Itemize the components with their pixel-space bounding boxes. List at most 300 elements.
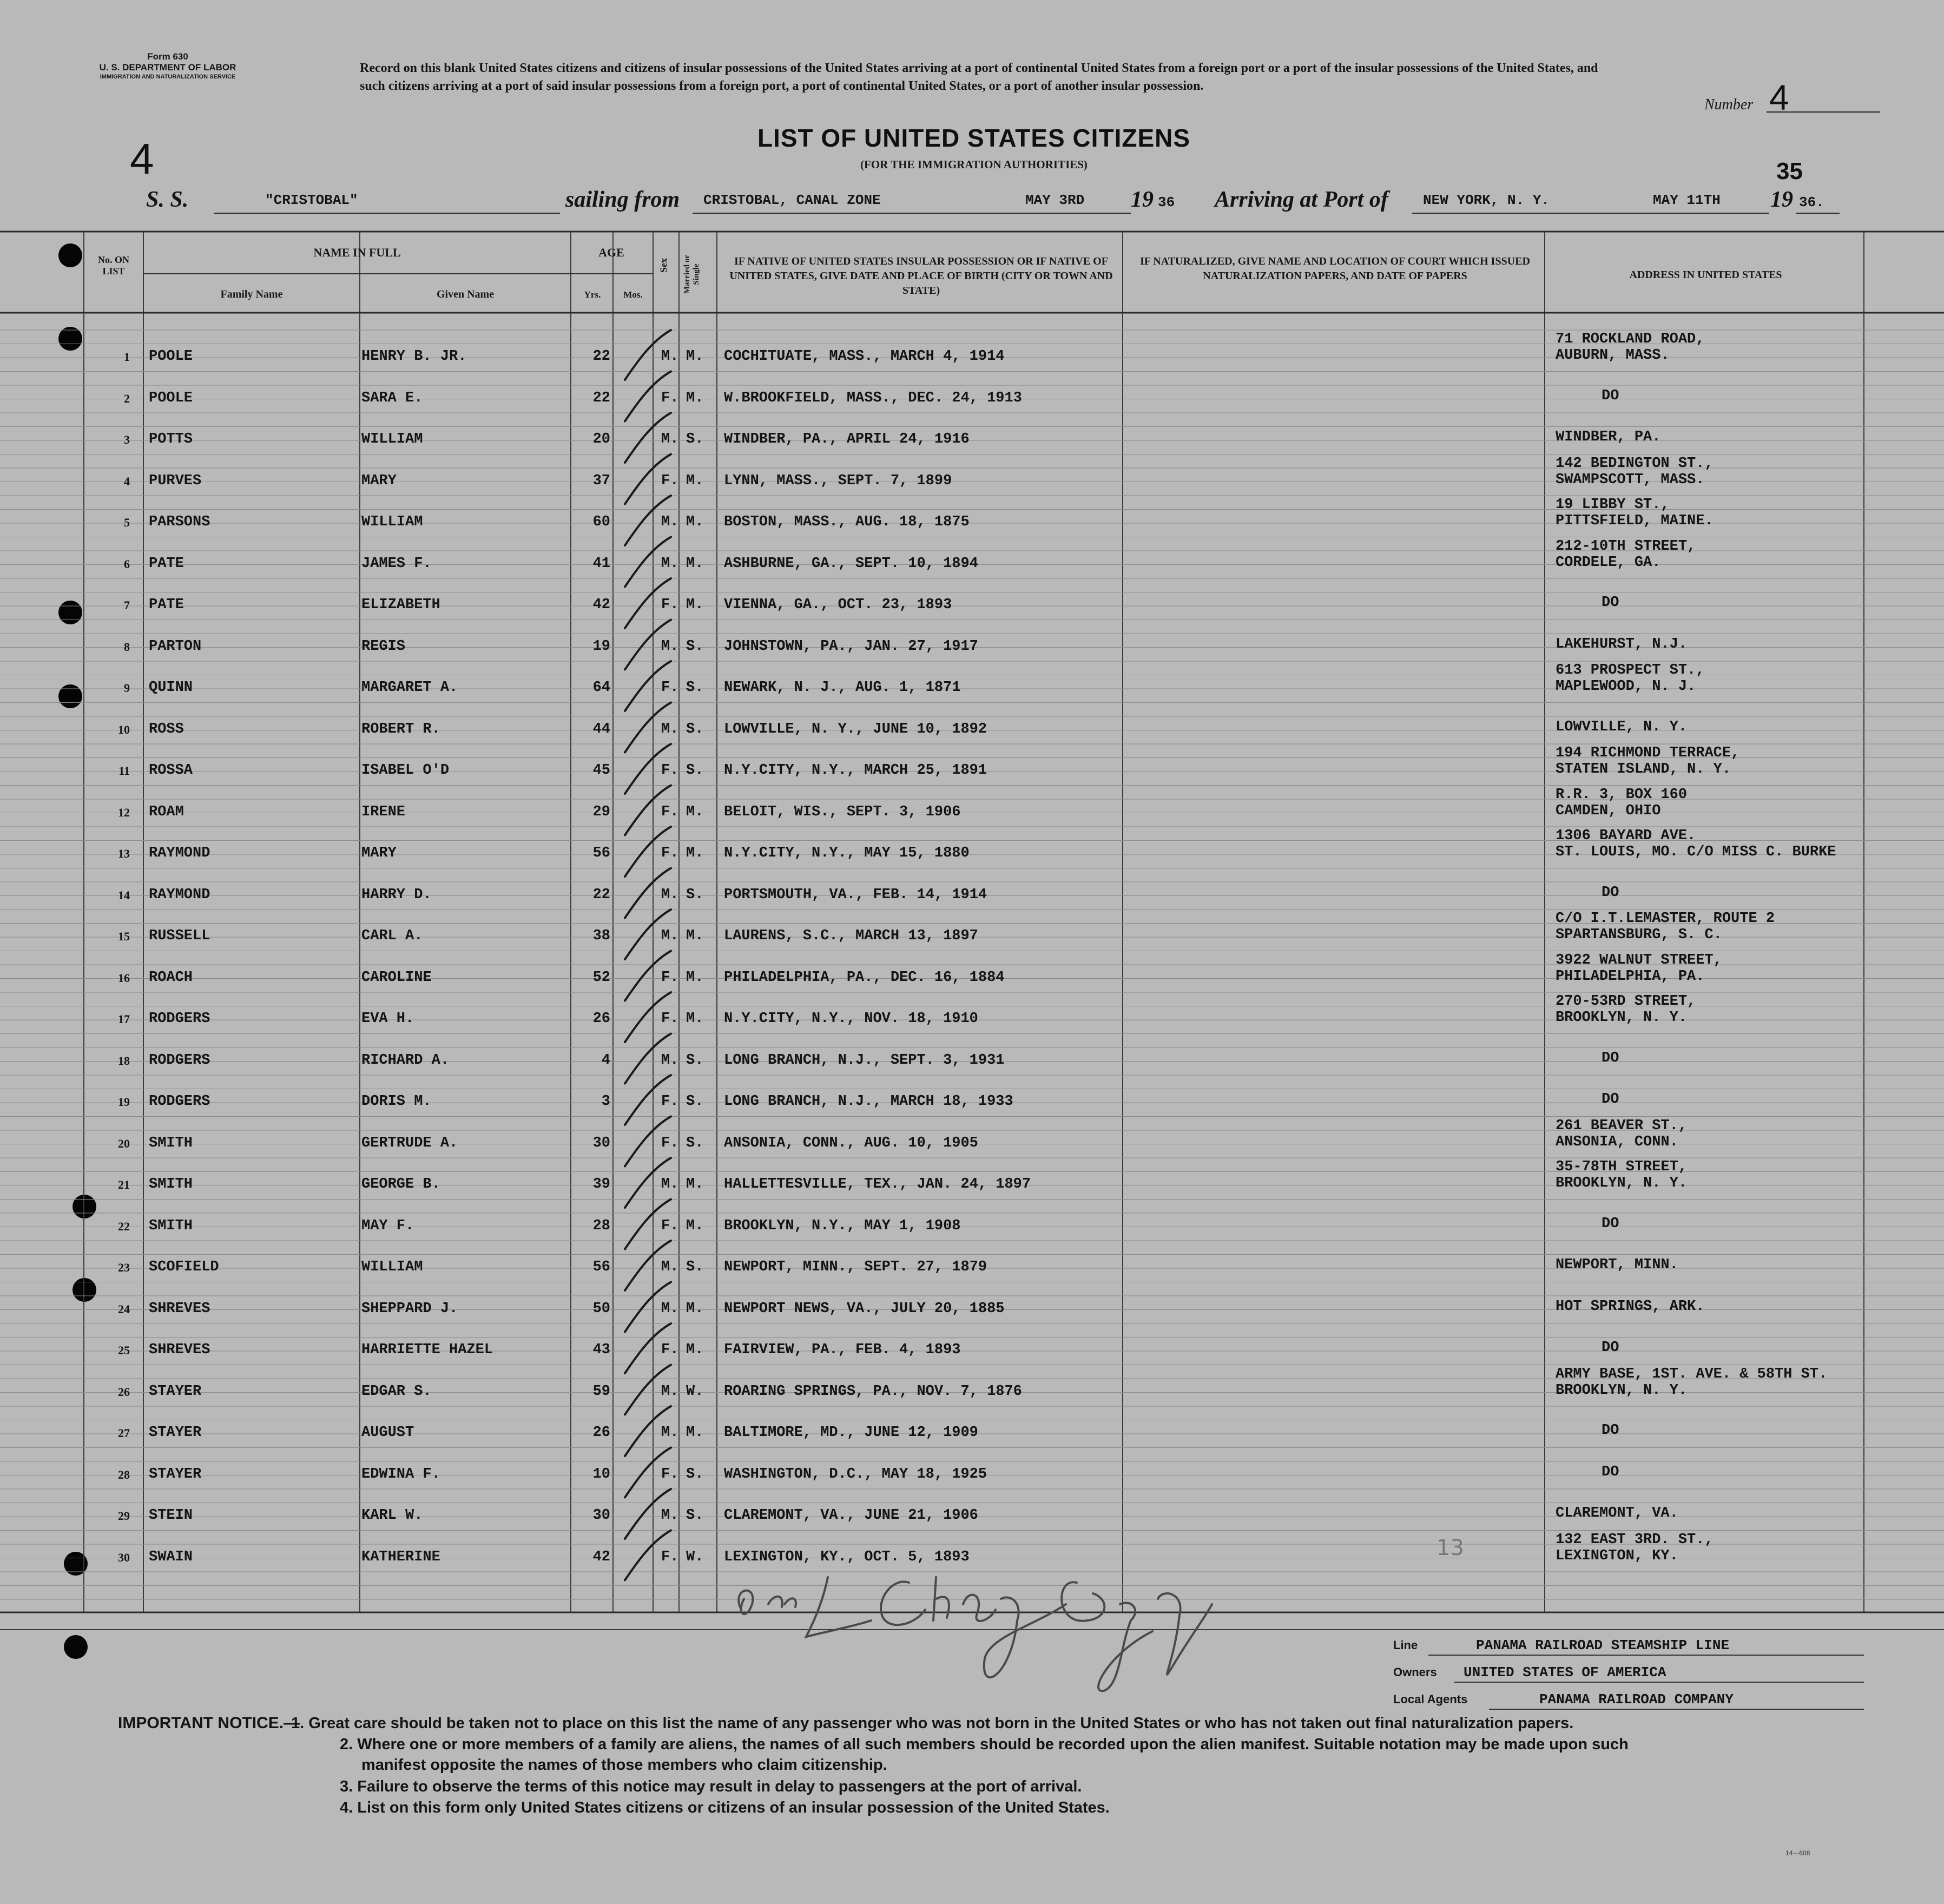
marital-status: M. xyxy=(686,1342,704,1358)
sailing-label: sailing from xyxy=(565,187,680,212)
row-number: 30 xyxy=(118,1550,130,1564)
address-ditto: DO xyxy=(1602,387,1619,404)
age-years: 42 xyxy=(592,1549,610,1565)
address-line: 71 ROCKLAND ROAD, xyxy=(1556,331,1705,347)
age-years: 28 xyxy=(592,1217,610,1234)
family-name: ROSS xyxy=(149,721,184,737)
given-name: HENRY B. JR. xyxy=(361,348,467,365)
place-date-of-birth: BELOIT, WIS., SEPT. 3, 1906 xyxy=(724,803,961,820)
sex: F. xyxy=(661,597,679,613)
service-name: IMMIGRATION AND NATURALIZATION SERVICE xyxy=(100,74,236,80)
age-years: 39 xyxy=(592,1176,610,1193)
notice-item-3: 3. Failure to observe the terms of this notice may result in delay to passengers at the port of arrival. xyxy=(340,1778,1082,1795)
row-number: 16 xyxy=(118,971,130,985)
marital-status: M. xyxy=(686,1425,704,1441)
age-years: 64 xyxy=(592,680,610,696)
family-name: SMITH xyxy=(149,1176,193,1193)
marital-status: S. xyxy=(686,1052,704,1069)
sex: F. xyxy=(661,1011,679,1027)
line-underline xyxy=(1428,1655,1864,1656)
family-name: POTTS xyxy=(149,431,193,447)
place-date-of-birth: HALLETTESVILLE, TEX., JAN. 24, 1897 xyxy=(724,1176,1031,1193)
row-number: 4 xyxy=(124,474,130,488)
address-line: 212-10TH STREET, xyxy=(1556,538,1696,555)
row-number: 1 xyxy=(124,350,130,364)
year-annotation: 35 xyxy=(1776,158,1803,185)
age-years: 38 xyxy=(592,928,610,944)
row-number: 19 xyxy=(118,1095,130,1109)
address-line: WINDBER, PA. xyxy=(1556,429,1661,445)
address-line: STATEN ISLAND, N. Y. xyxy=(1556,761,1731,778)
sex: F. xyxy=(661,1135,679,1151)
departure-port: CRISTOBAL, CANAL ZONE xyxy=(703,192,881,208)
header-given-name: Given Name xyxy=(436,288,495,300)
row-number: 17 xyxy=(118,1012,130,1026)
address-line: 132 EAST 3RD. ST., xyxy=(1556,1531,1714,1548)
given-name: CAROLINE xyxy=(361,969,432,986)
sex: M. xyxy=(661,514,679,530)
sex: F. xyxy=(661,472,679,489)
address-ditto: DO xyxy=(1602,1215,1619,1232)
header-months: Mos. xyxy=(623,289,643,300)
row-number: 25 xyxy=(118,1343,130,1357)
place-date-of-birth: VIENNA, GA., OCT. 23, 1893 xyxy=(724,597,952,613)
place-date-of-birth: BOSTON, MASS., AUG. 18, 1875 xyxy=(724,514,970,530)
family-name: SHREVES xyxy=(149,1300,210,1317)
header-name-in-full: NAME IN FULL xyxy=(313,246,401,259)
place-date-of-birth: N.Y.CITY, N.Y., MARCH 25, 1891 xyxy=(724,762,987,779)
header-naturalization: IF NATURALIZED, GIVE NAME AND LOCATION OF COURT WHICH ISSUED NATURALIZATION PAPERS, AND DATE OF PAPERS xyxy=(1140,255,1530,282)
sex: M. xyxy=(661,928,679,944)
address-line: SPARTANSBURG, S. C. xyxy=(1556,927,1722,943)
family-name: POOLE xyxy=(149,348,193,365)
given-name: GEORGE B. xyxy=(361,1176,440,1193)
place-date-of-birth: LYNN, MASS., SEPT. 7, 1899 xyxy=(724,472,952,489)
family-name: SWAIN xyxy=(149,1549,193,1565)
age-years: 30 xyxy=(592,1135,610,1151)
header-no-on-list: No. ON LIST xyxy=(98,254,129,276)
line-label: Line xyxy=(1393,1638,1418,1652)
row-number: 9 xyxy=(124,681,130,695)
address-ditto: DO xyxy=(1602,1340,1619,1356)
inspector-signature xyxy=(730,1566,1217,1707)
page-title: LIST OF UNITED STATES CITIZENS xyxy=(757,124,1191,152)
place-date-of-birth: COCHITUATE, MASS., MARCH 4, 1914 xyxy=(724,348,1005,365)
sex: M. xyxy=(661,1176,679,1193)
notice-item-2: 2. Where one or more members of a family are aliens, the names of all such members should be recorded upon the alien manifest. Suitable notation may be made upon such xyxy=(340,1736,1629,1753)
number-label: Number xyxy=(1704,96,1754,113)
row-number: 8 xyxy=(124,640,130,654)
age-years: 22 xyxy=(592,886,610,903)
family-name: PATE xyxy=(149,597,184,613)
address-line: C/O I.T.LEMASTER, ROUTE 2 xyxy=(1556,911,1775,927)
sex: F. xyxy=(661,762,679,779)
marital-status: M. xyxy=(686,1011,704,1027)
age-years: 19 xyxy=(592,638,610,655)
owners-value: UNITED STATES OF AMERICA xyxy=(1464,1664,1666,1681)
age-years: 26 xyxy=(592,1011,610,1027)
row-number: 11 xyxy=(118,764,130,778)
address-line: 35-78TH STREET, xyxy=(1556,1159,1688,1175)
place-date-of-birth: WINDBER, PA., APRIL 24, 1916 xyxy=(724,431,970,447)
marital-status: S. xyxy=(686,1135,704,1151)
row-number: 23 xyxy=(118,1261,130,1274)
age-years: 60 xyxy=(592,514,610,530)
given-name: JAMES F. xyxy=(361,555,432,572)
form-number: Form 630 xyxy=(147,51,188,62)
family-name: SCOFIELD xyxy=(149,1259,219,1275)
age-years: 59 xyxy=(592,1383,610,1400)
pencil-count: 13 xyxy=(1436,1536,1464,1560)
sex: M. xyxy=(661,1425,679,1441)
marital-status: M. xyxy=(686,348,704,365)
place-date-of-birth: BALTIMORE, MD., JUNE 12, 1909 xyxy=(724,1425,978,1441)
given-name: GERTRUDE A. xyxy=(361,1135,458,1151)
place-date-of-birth: LEXINGTON, KY., OCT. 5, 1893 xyxy=(724,1549,970,1565)
family-name: STEIN xyxy=(149,1507,193,1524)
place-date-of-birth: N.Y.CITY, N.Y., MAY 15, 1880 xyxy=(724,845,970,861)
address-ditto: DO xyxy=(1602,1050,1619,1066)
notice-title: IMPORTANT NOTICE.— xyxy=(118,1714,300,1732)
address-line: NEWPORT, MINN. xyxy=(1556,1257,1678,1273)
page-subtitle: (FOR THE IMMIGRATION AUTHORITIES) xyxy=(860,158,1088,171)
family-name: PARTON xyxy=(149,638,202,655)
age-years: 3 xyxy=(601,1093,610,1110)
age-years: 37 xyxy=(592,472,610,489)
family-name: RAYMOND xyxy=(149,886,210,903)
address-ditto: DO xyxy=(1602,1422,1619,1439)
handwritten-page-mark: 4 xyxy=(130,135,154,183)
age-years: 45 xyxy=(592,762,610,779)
family-name: STAYER xyxy=(149,1466,202,1483)
address-line: ARMY BASE, 1ST. AVE. & 58TH ST. xyxy=(1556,1366,1828,1382)
address-line: CORDELE, GA. xyxy=(1556,554,1661,571)
place-date-of-birth: NEWPORT NEWS, VA., JULY 20, 1885 xyxy=(724,1300,1005,1317)
address-ditto: DO xyxy=(1602,884,1619,901)
address-line: CAMDEN, OHIO xyxy=(1556,802,1661,819)
marital-status: S. xyxy=(686,721,704,737)
address-line: MAPLEWOOD, N. J. xyxy=(1556,678,1696,695)
given-name: ISABEL O'D xyxy=(361,762,450,779)
place-date-of-birth: NEWPORT, MINN., SEPT. 27, 1879 xyxy=(724,1259,987,1275)
age-years: 20 xyxy=(592,431,610,447)
row-number: 5 xyxy=(124,516,130,529)
given-name: SHEPPARD J. xyxy=(361,1300,458,1317)
address-line: CLAREMONT, VA. xyxy=(1556,1505,1678,1521)
row-number: 10 xyxy=(118,722,130,736)
age-years: 44 xyxy=(592,721,610,737)
given-name: REGIS xyxy=(361,638,406,655)
sex: M. xyxy=(661,431,679,447)
age-years: 50 xyxy=(592,1300,610,1317)
marital-status: S. xyxy=(686,762,704,779)
sex: F. xyxy=(661,845,679,861)
marital-status: M. xyxy=(686,555,704,572)
steamship-line: PANAMA RAILROAD STEAMSHIP LINE xyxy=(1476,1637,1730,1653)
family-name: SMITH xyxy=(149,1135,193,1151)
family-name: SHREVES xyxy=(149,1342,210,1358)
given-name: IRENE xyxy=(361,803,406,820)
given-name: SARA E. xyxy=(361,390,423,406)
given-name: EDGAR S. xyxy=(361,1383,432,1400)
marital-status: S. xyxy=(686,1093,704,1110)
family-name: PURVES xyxy=(149,472,202,489)
marital-status: M. xyxy=(686,1176,704,1193)
address-line: 1306 BAYARD AVE. xyxy=(1556,828,1696,844)
owners-label: Owners xyxy=(1393,1665,1437,1679)
place-date-of-birth: W.BROOKFIELD, MASS., DEC. 24, 1913 xyxy=(724,390,1022,406)
age-years: 29 xyxy=(592,803,610,820)
given-name: MARGARET A. xyxy=(361,680,458,696)
sex: M. xyxy=(661,348,679,365)
sex: F. xyxy=(661,1342,679,1358)
place-date-of-birth: PHILADELPHIA, PA., DEC. 16, 1884 xyxy=(724,969,1005,986)
notice-item-2-continued: manifest opposite the names of those members who claim citizenship. xyxy=(361,1756,887,1774)
age-years: 43 xyxy=(592,1342,610,1358)
header-place-of-birth: IF NATIVE OF UNITED STATES INSULAR POSSESSION OR IF NATIVE OF UNITED STATES, GIVE DATE AND PLACE OF BIRTH (CITY OR TOWN AND STATE) xyxy=(729,255,1113,297)
age-years: 22 xyxy=(592,348,610,365)
marital-status: M. xyxy=(686,514,704,530)
address-line: R.R. 3, BOX 160 xyxy=(1556,786,1688,803)
sex: M. xyxy=(661,886,679,903)
address-ditto: DO xyxy=(1602,595,1619,611)
marital-status: W. xyxy=(686,1383,704,1400)
given-name: MAY F. xyxy=(361,1217,414,1234)
address-line: BROOKLYN, N. Y. xyxy=(1556,1010,1688,1026)
place-date-of-birth: WASHINGTON, D.C., MAY 18, 1925 xyxy=(724,1466,987,1483)
address-line: SWAMPSCOTT, MASS. xyxy=(1556,471,1705,488)
row-number: 13 xyxy=(118,847,130,860)
address-line: HOT SPRINGS, ARK. xyxy=(1556,1298,1705,1315)
address-line: LAKEHURST, N.J. xyxy=(1556,636,1688,653)
notice-item-4: 4. List on this form only United States citizens or citizens of an insular possession of the United States. xyxy=(340,1799,1110,1816)
marital-status: M. xyxy=(686,1217,704,1234)
given-name: AUGUST xyxy=(361,1425,414,1441)
agents-label: Local Agents xyxy=(1393,1692,1468,1706)
family-name: STAYER xyxy=(149,1425,202,1441)
row-number: 21 xyxy=(118,1178,130,1191)
address-line: 270-53RD STREET, xyxy=(1556,993,1696,1010)
arrival-date: MAY 11TH xyxy=(1653,192,1721,208)
family-name: POOLE xyxy=(149,390,193,406)
header-years: Yrs. xyxy=(584,289,601,300)
row-number: 12 xyxy=(118,805,130,819)
family-name: ROACH xyxy=(149,969,193,986)
family-name: PARSONS xyxy=(149,514,210,530)
row-number: 14 xyxy=(118,888,130,902)
age-years: 41 xyxy=(592,555,610,572)
given-name: MARY xyxy=(361,845,397,861)
address-line: 194 RICHMOND TERRACE, xyxy=(1556,745,1740,761)
sex: F. xyxy=(661,1217,679,1234)
arrival-port: NEW YORK, N. Y. xyxy=(1423,192,1550,208)
marital-status: M. xyxy=(686,928,704,944)
given-name: HARRY D. xyxy=(361,886,432,903)
marital-status: S. xyxy=(686,638,704,655)
address-line: BROOKLYN, N. Y. xyxy=(1556,1175,1688,1191)
department-name: U. S. DEPARTMENT OF LABOR xyxy=(99,62,236,73)
address-line: 261 BEAVER ST., xyxy=(1556,1117,1688,1134)
place-date-of-birth: PORTSMOUTH, VA., FEB. 14, 1914 xyxy=(724,886,987,903)
age-years: 56 xyxy=(592,845,610,861)
given-name: DORIS M. xyxy=(361,1093,432,1110)
family-name: ROAM xyxy=(149,803,184,820)
family-name: PATE xyxy=(149,555,184,572)
sex: M. xyxy=(661,721,679,737)
sex: M. xyxy=(661,638,679,655)
row-number: 15 xyxy=(118,930,130,943)
sex: F. xyxy=(661,803,679,820)
given-name: EDWINA F. xyxy=(361,1466,440,1483)
given-name: ROBERT R. xyxy=(361,721,440,737)
row-number: 29 xyxy=(118,1509,130,1523)
marital-status: M. xyxy=(686,845,704,861)
place-date-of-birth: JOHNSTOWN, PA., JAN. 27, 1917 xyxy=(724,638,978,655)
family-name: ROSSA xyxy=(149,762,193,779)
marital-status: M. xyxy=(686,969,704,986)
marital-status: S. xyxy=(686,431,704,447)
given-name: HARRIETTE HAZEL xyxy=(361,1342,493,1358)
sex: M. xyxy=(661,1300,679,1317)
family-name: RODGERS xyxy=(149,1011,210,1027)
sex: F. xyxy=(661,680,679,696)
row-number: 27 xyxy=(118,1426,130,1440)
given-name: CARL A. xyxy=(361,928,423,944)
marital-status: W. xyxy=(686,1549,704,1565)
place-date-of-birth: ROARING SPRINGS, PA., NOV. 7, 1876 xyxy=(724,1383,1022,1400)
row-number: 7 xyxy=(124,598,130,612)
given-name: ELIZABETH xyxy=(361,597,440,613)
age-years: 56 xyxy=(592,1259,610,1275)
header-address: ADDRESS IN UNITED STATES xyxy=(1629,269,1782,281)
row-number: 18 xyxy=(118,1053,130,1068)
place-date-of-birth: LOWVILLE, N. Y., JUNE 10, 1892 xyxy=(724,721,987,737)
given-name: WILLIAM xyxy=(361,431,423,447)
family-name: RUSSELL xyxy=(149,928,210,944)
arrival-year: 36. xyxy=(1799,194,1824,210)
marital-status: M. xyxy=(686,472,704,489)
sex: F. xyxy=(661,1466,679,1483)
sex: M. xyxy=(661,1383,679,1400)
form-instruction: Record on this blank United States citizens and citizens of insular possessions of the United States arriving at a port of continental United States from a foreign port or a port of the insular possessions of the United States, and such citizens arriving at a port of said insular possessions from a foreign port, a port of continental United States, or a port of another insular possession. xyxy=(360,61,1598,93)
address-line: ANSONIA, CONN. xyxy=(1556,1134,1678,1150)
address-ditto: DO xyxy=(1602,1464,1619,1480)
place-date-of-birth: BROOKLYN, N.Y., MAY 1, 1908 xyxy=(724,1217,961,1234)
age-years: 22 xyxy=(592,390,610,406)
given-name: WILLIAM xyxy=(361,514,423,530)
address-line: PHILADELPHIA, PA. xyxy=(1556,968,1705,985)
given-name: KATHERINE xyxy=(361,1549,440,1565)
ss-label: S. S. xyxy=(146,187,189,212)
form-code: 14—608 xyxy=(1785,1849,1810,1857)
marital-status: S. xyxy=(686,1259,704,1275)
given-name: WILLIAM xyxy=(361,1259,423,1275)
agents-value: PANAMA RAILROAD COMPANY xyxy=(1539,1691,1734,1708)
family-name: RODGERS xyxy=(149,1052,210,1069)
row-number: 24 xyxy=(118,1302,130,1316)
sex: M. xyxy=(661,1507,679,1524)
place-date-of-birth: LONG BRANCH, N.J., MARCH 18, 1933 xyxy=(724,1093,1013,1110)
row-number: 6 xyxy=(124,557,130,571)
row-number: 3 xyxy=(124,433,130,446)
place-date-of-birth: CLAREMONT, VA., JUNE 21, 1906 xyxy=(724,1507,978,1524)
sailing-date: MAY 3RD xyxy=(1025,192,1085,208)
owners-underline xyxy=(1454,1682,1864,1683)
address-line: ST. LOUIS, MO. C/O MISS C. BURKE xyxy=(1556,844,1836,860)
given-name: KARL W. xyxy=(361,1507,423,1524)
marital-status: S. xyxy=(686,680,704,696)
row-number: 2 xyxy=(124,391,130,405)
address-line: 142 BEDINGTON ST., xyxy=(1556,455,1714,472)
address-line: LOWVILLE, N. Y. xyxy=(1556,719,1688,735)
place-date-of-birth: ASHBURNE, GA., SEPT. 10, 1894 xyxy=(724,555,978,572)
row-number: 22 xyxy=(118,1219,130,1233)
marital-status: M. xyxy=(686,390,704,406)
sex: F. xyxy=(661,1549,679,1565)
sex: F. xyxy=(661,390,679,406)
marital-status: S. xyxy=(686,1507,704,1524)
age-years: 4 xyxy=(601,1052,610,1069)
family-name: RODGERS xyxy=(149,1093,210,1110)
row-number: 20 xyxy=(118,1136,130,1150)
row-number: 26 xyxy=(118,1385,130,1399)
address-line: LEXINGTON, KY. xyxy=(1556,1547,1678,1564)
family-name: STAYER xyxy=(149,1383,202,1400)
address-line: 19 LIBBY ST., xyxy=(1556,497,1670,513)
header-sex: Sex xyxy=(658,258,669,273)
address-ditto: DO xyxy=(1602,1091,1619,1108)
sex: M. xyxy=(661,1259,679,1275)
header-married-single: Married or Single xyxy=(683,254,701,294)
sailing-year: 36 xyxy=(1158,194,1175,210)
address-line: BROOKLYN, N. Y. xyxy=(1556,1382,1688,1399)
address-line: 3922 WALNUT STREET, xyxy=(1556,952,1722,969)
address-line: PITTSFIELD, MAINE. xyxy=(1556,513,1714,529)
agents-underline xyxy=(1489,1709,1864,1710)
marital-status: S. xyxy=(686,1466,704,1483)
marital-status: M. xyxy=(686,803,704,820)
address-line: 613 PROSPECT ST., xyxy=(1556,662,1705,678)
sex: F. xyxy=(661,1093,679,1110)
age-years: 52 xyxy=(592,969,610,986)
sex: F. xyxy=(661,969,679,986)
header-family-name: Family Name xyxy=(220,288,283,300)
age-years: 30 xyxy=(592,1507,610,1524)
given-name: EVA H. xyxy=(361,1011,414,1027)
place-date-of-birth: NEWARK, N. J., AUG. 1, 1871 xyxy=(724,680,961,696)
notice-item-1: 1. Great care should be taken not to place on this list the name of any passenger who was not born in the United States or who has not taken out final naturalization papers. xyxy=(291,1715,1574,1732)
place-date-of-birth: ANSONIA, CONN., AUG. 10, 1905 xyxy=(724,1135,978,1151)
row-number: 28 xyxy=(118,1467,130,1481)
age-years: 10 xyxy=(592,1466,610,1483)
marital-status: S. xyxy=(686,886,704,903)
age-years: 42 xyxy=(592,597,610,613)
place-date-of-birth: N.Y.CITY, N.Y., NOV. 18, 1910 xyxy=(724,1011,978,1027)
sex: M. xyxy=(661,1052,679,1069)
manifest-number: 4 xyxy=(1769,77,1789,117)
given-name: RICHARD A. xyxy=(361,1052,450,1069)
place-date-of-birth: LONG BRANCH, N.J., SEPT. 3, 1931 xyxy=(724,1052,1005,1069)
ship-name: "CRISTOBAL" xyxy=(265,192,358,208)
place-date-of-birth: LAURENS, S.C., MARCH 13, 1897 xyxy=(724,928,978,944)
age-years: 26 xyxy=(592,1425,610,1441)
family-name: QUINN xyxy=(149,680,193,696)
marital-status: M. xyxy=(686,597,704,613)
header-age: AGE xyxy=(598,246,624,259)
family-name: RAYMOND xyxy=(149,845,210,861)
arrival-year-prefix: 19 xyxy=(1770,187,1793,212)
address-line: AUBURN, MASS. xyxy=(1556,347,1670,364)
